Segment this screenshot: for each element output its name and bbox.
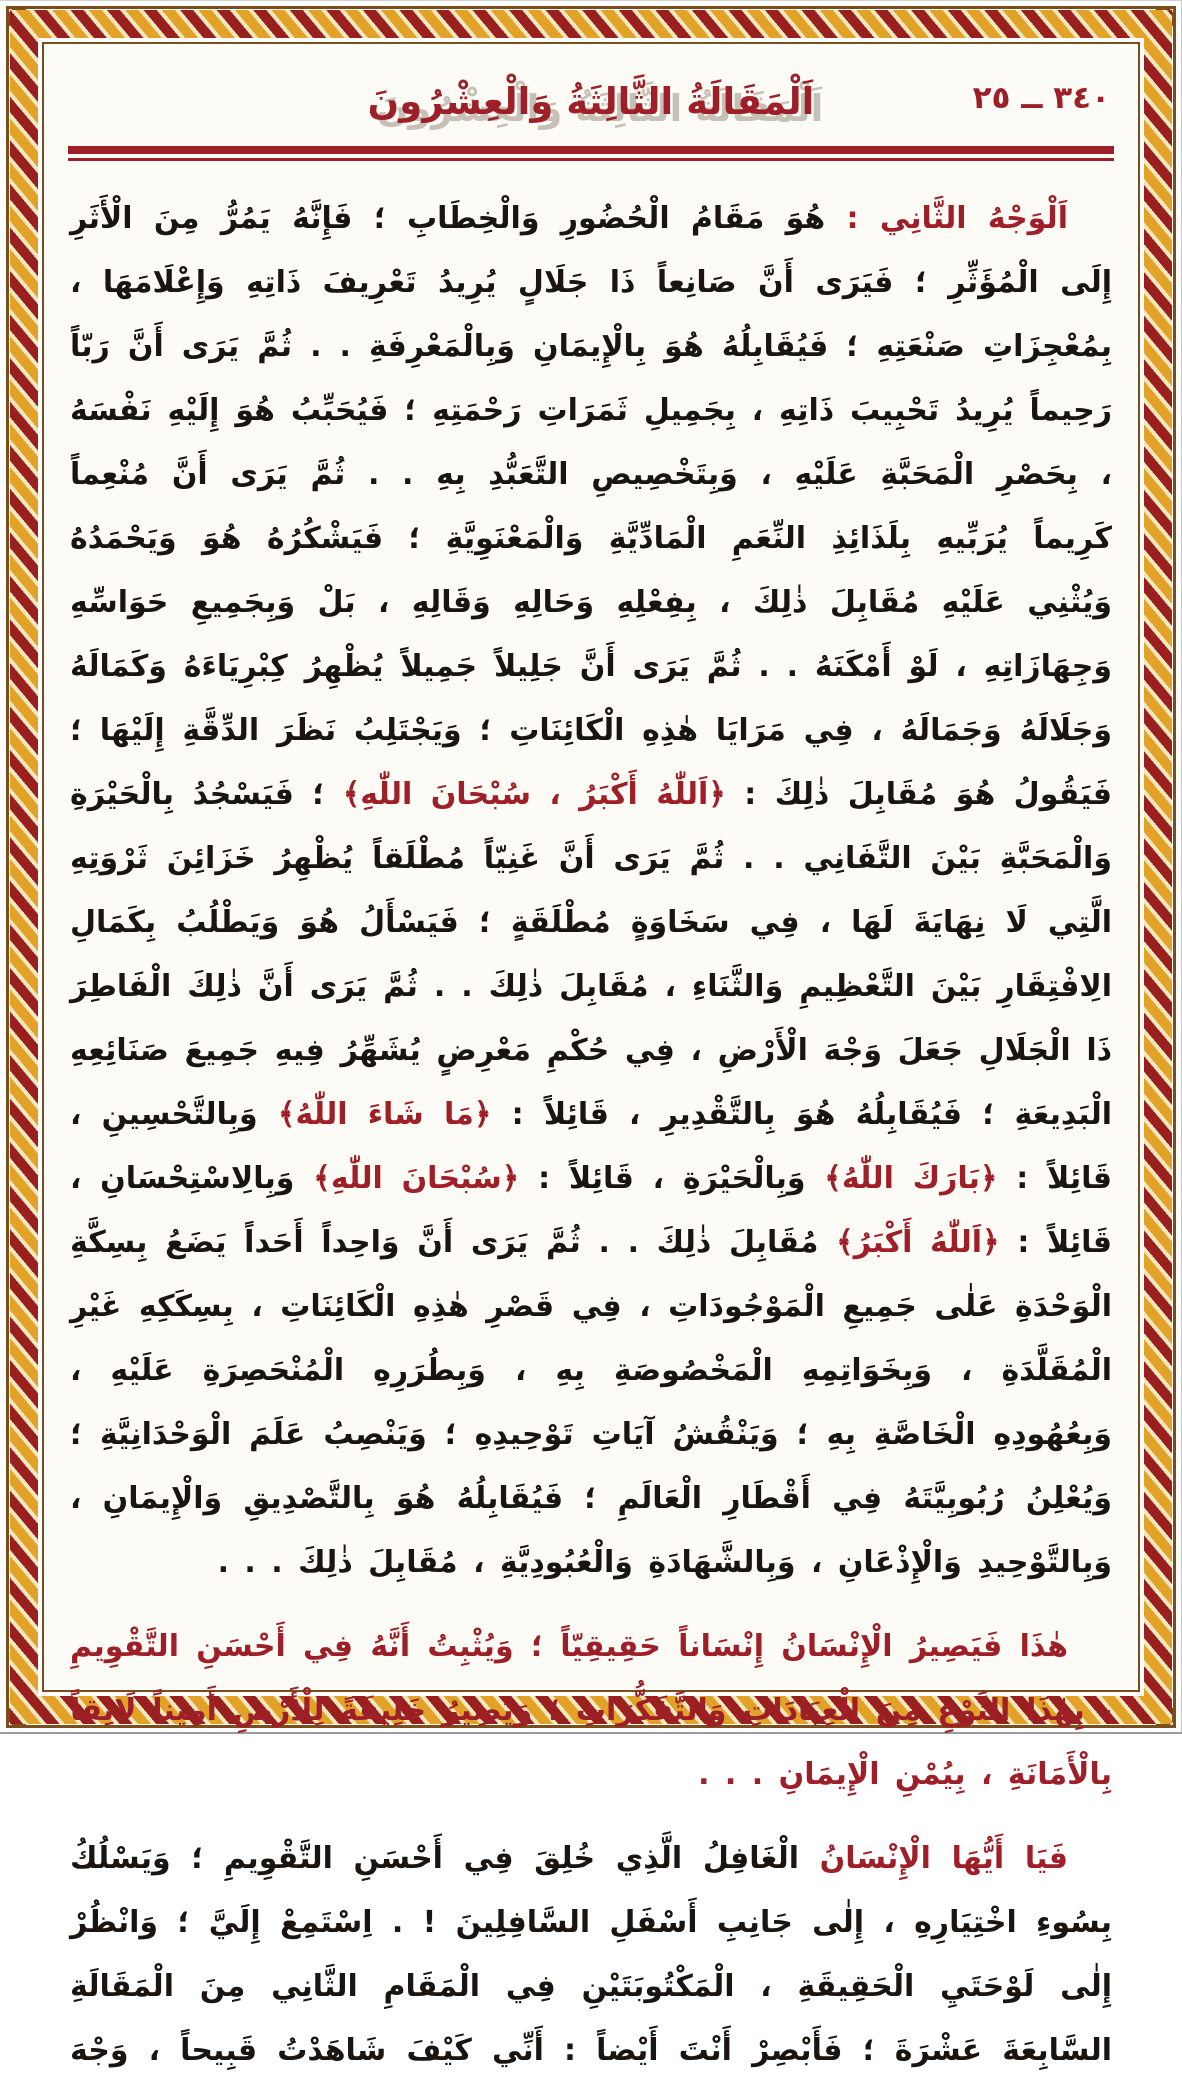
- text-run-red: هٰذَا فَيَصِيرُ الْإِنْسَانُ إِنْسَاناً حَقِيقِيّاً ؛ وَيُثْبِتُ أَنَّهُ فِي أَحْسَنِ التَّقْوِيمِ ، بِهٰذَا النَّوْعِ مِنَ الْعِبَادَاتِ وَالتَّفَكُّرَاتِ ؛ وَيَصِيرُ خَلِيفَةً لِلْأَرْضِ أَمِيناً لَائِقاً بِالْأَمَانَةِ ، بِيُمْنِ الْإِيمَانِ . . .: [70, 1629, 1112, 1792]
- page-content: [46, 46, 1136, 2068]
- page-header: [66, 72, 1116, 136]
- text-run-red: ﴿بَارَكَ اللّٰهُ﴾: [824, 1161, 998, 1196]
- paragraph-second-aspect: [70, 187, 1112, 1595]
- text-run-black: مُقَابِلَ ذٰلِكَ . . ثُمَّ يَرَى أَنَّ وَاحِداً أَحَداً يَضَعُ بِسِكَّةِ الْوَحْدَةِ عَلٰى جَمِيعِ الْمَوْجُودَاتِ ، فِي قَصْرِ هٰذِهِ الْكَائِنَاتِ ، بِسِكَكِهِ غَيْرِ الْمُقَلَّدَةِ ، وَبِخَوَاتِمِهِ الْمَخْصُوصَةِ بِهِ ، وَبِطُرَرِهِ الْمُنْحَصِرَةِ عَلَيْهِ ، وَبِعُهُودِهِ الْخَاصَّةِ بِهِ ؛ وَيَنْقُشُ آيَاتِ تَوْحِيدِهِ ؛ وَيَنْصِبُ عَلَمَ الْوَحْدَانِيَّةِ ؛ وَيُعْلِنُ رُبُوبِيَّتَهُ فِي أَقْطَارِ الْعَالَمِ ؛ فَيُقَابِلُهُ هُوَ بِالتَّصْدِيقِ وَالْإِيمَانِ ، وَبِالتَّوْحِيدِ وَالْإِذْعَانِ ، وَبِالشَّهَادَةِ وَالْعُبُودِيَّةِ ، مُقَابِلَ ذٰلِكَ . . .: [70, 1225, 1112, 1580]
- text-run-red: فَيَا أَيُّهَا الْإِنْسَانُ: [799, 1841, 1068, 1876]
- text-run-red: ﴿سُبْحَانَ اللّٰهِ﴾: [313, 1161, 520, 1196]
- text-run-red: اَلْوَجْهُ الثَّانِي :: [825, 201, 1068, 236]
- text-run-black: الْغَافِلُ الَّذِي خُلِقَ فِي أَحْسَنِ التَّقْوِيمِ ؛ وَيَسْلُكُ بِسُوءِ اخْتِيَارِهِ ، إِلٰى جَانِبِ أَسْفَلِ السَّافِلِينَ ! . اِسْتَمِعْ إِلَيَّ ؛ وَانْظُرْ إِلٰى لَوْحَتَيِ الْحَقِيقَةِ ، الْمَكْتُوبَتَيْنِ فِي الْمَقَامِ الثَّانِي مِنَ الْمَقَالَةِ السَّابِعَةَ عَشْرَةَ ؛ فَأَبْصِرْ أَنْتَ أَيْضاً : أَنِّي كَيْفَ شَاهَدْتُ قَبِيحاً ، وَجْهَ: [70, 1841, 1112, 2068]
- text-run-black: ؛ فَيَسْجُدُ بِالْحَيْرَةِ وَالْمَحَبَّةِ بَيْنَ التَّفَانِي . . ثُمَّ يَرَى أَنَّ غَنِيّاً مُطْلَقاً يُظْهِرُ خَزَائِنَ ثَرْوَتِهِ الَّتِي لَا نِهَايَةَ لَهَا ، فِي سَخَاوَةٍ مُطْلَقَةٍ ؛ فَيَسْأَلُ هُوَ وَيَطْلُبُ بِكَمَالِ الِافْتِقَارِ بَيْنَ التَّعْظِيمِ وَالثَّنَاءِ ، مُقَابِلَ ذٰلِكَ . . ثُمَّ يَرَى أَنَّ ذٰلِكَ الْفَاطِرَ ذَا الْجَلَالِ جَعَلَ وَجْهَ الْأَرْضِ ، فِي حُكْمِ مَعْرِضٍ يُشَهِّرُ فِيهِ جَمِيعَ صَنَائِعِهِ الْبَدِيعَةِ ؛ فَيُقَابِلُهُ هُوَ بِالتَّقْدِيرِ ، قَائِلاً :: [70, 777, 1112, 1132]
- text-run-black: وَبِالْحَيْرَةِ ، قَائِلاً :: [519, 1161, 825, 1196]
- header-divider-thick-line: [68, 146, 1114, 154]
- paragraph-true-human: [70, 1615, 1112, 1807]
- text-run-black: وَبِالتَّحْسِينِ ، قَائِلاً :: [70, 1097, 1112, 1196]
- header-divider: [68, 146, 1114, 161]
- text-run-black: وَبِالِاسْتِحْسَانِ ، قَائِلاً :: [70, 1161, 1112, 1260]
- text-run-red: ﴿مَا شَاءَ اللّٰهُ﴾: [277, 1097, 492, 1132]
- paragraph-address-heedless-man: [70, 1827, 1112, 2083]
- text-run-red: ﴿اَللّٰهُ أَكْبَرُ﴾: [836, 1225, 1000, 1260]
- body-text: [70, 187, 1112, 2083]
- page-number: ٣٤٠ ــ ٢٥: [972, 80, 1110, 116]
- text-run-red: ﴿اَللّٰهُ أَكْبَرُ ، سُبْحَانَ اللّٰهِ﴾: [342, 777, 726, 812]
- page-title: اَلْمَقَالَةُ الثَّالِثَةُ وَالْعِشْرُونَ: [367, 80, 815, 123]
- header-divider-thin-line: [68, 158, 1114, 161]
- text-run-black: هُوَ مَقَامُ الْحُضُورِ وَالْخِطَابِ ؛ فَإِنَّهُ يَمُرُّ مِنَ الْأَثَرِ إِلَى الْمُؤَثِّرِ ؛ فَيَرَى أَنَّ صَانِعاً ذَا جَلَالٍ يُرِيدُ تَعْرِيفَ ذَاتِهِ وَإِعْلَامَهَا ، بِمُعْجِزَاتِ صَنْعَتِهِ ؛ فَيُقَابِلُهُ هُوَ بِالْإِيمَانِ وَبِالْمَعْرِفَةِ . . ثُمَّ يَرَى أَنَّ رَبّاً رَحِيماً يُرِيدُ تَحْبِيبَ ذَاتِهِ ، بِجَمِيلِ ثَمَرَاتِ رَحْمَتِهِ ؛ فَيُحَبِّبُ هُوَ إِلَيْهِ نَفْسَهُ ، بِحَصْرِ الْمَحَبَّةِ عَلَيْهِ ، وَبِتَخْصِيصِ التَّعَبُّدِ بِهِ . . ثُمَّ يَرَى أَنَّ مُنْعِماً كَرِيماً يُرَبِّيهِ بِلَذَائِذِ النِّعَمِ الْمَادِّيَّةِ وَالْمَعْنَوِيَّةِ ؛ فَيَشْكُرُهُ هُوَ وَيَحْمَدُهُ وَيُثْنِي عَلَيْهِ مُقَابِلَ ذٰلِكَ ، بِفِعْلِهِ وَحَالِهِ وَقَالِهِ ، بَلْ وَبِجَمِيعِ حَوَاسِّهِ وَجِهَازَاتِهِ ، لَوْ أَمْكَنَهُ . . ثُمَّ يَرَى أَنَّ جَلِيلاً جَمِيلاً يُظْهِرُ كِبْرِيَاءَهُ وَكَمَالَهُ وَجَلَالَهُ وَجَمَالَهُ ، فِي مَرَايَا هٰذِهِ الْكَائِنَاتِ ؛ وَيَجْتَلِبُ نَظَرَ الدِّقَّةِ إِلَيْهَا ؛ فَيَقُولُ هُوَ مُقَابِلَ ذٰلِكَ :: [70, 201, 1113, 812]
